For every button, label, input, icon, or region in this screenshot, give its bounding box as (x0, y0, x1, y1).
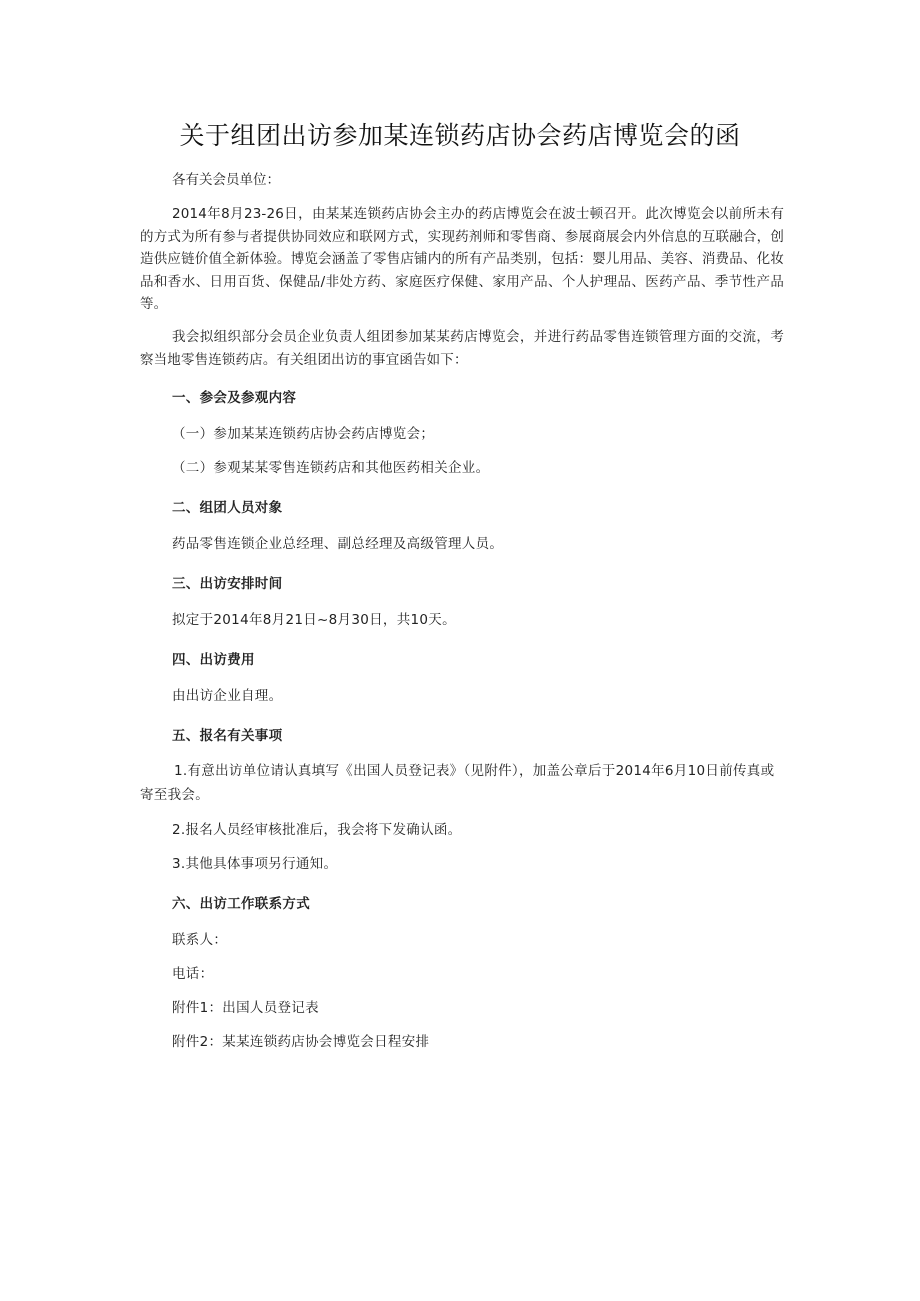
document-body (140, 168, 784, 1063)
greeting: 各有关会员单位： (172, 172, 280, 188)
attachment-item: 附件2：某某连锁药店协会博览会日程安排 (172, 1034, 430, 1051)
section-heading: 三、出访安排时间 (172, 576, 283, 593)
document-title: 关于组团出访参加某连锁药店协会药店博览会的函 (179, 121, 741, 150)
section-item: （二）参观某某零售连锁药店和其他医药相关企业。 (172, 460, 490, 477)
section-heading: 一、参会及参观内容 (172, 390, 297, 407)
section-item: 由出访企业自理。 (172, 688, 283, 705)
section-heading: 四、出访费用 (172, 652, 255, 669)
section-item: 2.报名人员经审核批准后，我会将下发确认函。 (172, 822, 462, 839)
section-item: 3.其他具体事项另行通知。 (172, 856, 338, 873)
section-item: （一）参加某某连锁药店协会药店博览会； (172, 426, 435, 443)
contact-person: 联系人： (172, 932, 228, 949)
intro-paragraph: 2014年8月23-26日，由某某连锁药店协会主办的药店博览会在波士顿召开。此次博览会以前所未有的方式为所有参与者提供协同效应和联网方式，实现药剂师和零售商、参展商展会内外信息的互联融合，创造供应链价值全新体验。博览会涵盖了零售店铺内的所有产品类别，包括：婴儿用品、美容、消费品、化妆品和香水、日用百货、保健品/非处方药、家庭医疗保健、家用产品、个人护理品、医药产品、季节性产品等。 (140, 206, 784, 313)
section-item: 拟定于2014年8月21日~8月30日，共10天。 (172, 612, 456, 629)
section-heading: 六、出访工作联系方式 (172, 896, 310, 913)
contact-phone: 电话： (172, 966, 214, 983)
attachment-item: 附件1：出国人员登记表 (172, 1000, 319, 1017)
section-item: 1.有意出访单位请认真填写《出国人员登记表》（见附件），加盖公章后于2014年6月10日前传真或寄至我会。 (140, 763, 775, 804)
section-heading: 二、组团人员对象 (172, 500, 283, 517)
section-heading: 五、报名有关事项 (172, 728, 283, 745)
intro-paragraph: 我会拟组织部分会员企业负责人组团参加某某药店博览会，并进行药品零售连锁管理方面的交流，考察当地零售连锁药店。有关组团出访的事宜函告如下： (140, 328, 784, 368)
section-item: 药品零售连锁企业总经理、副总经理及高级管理人员。 (172, 536, 504, 553)
